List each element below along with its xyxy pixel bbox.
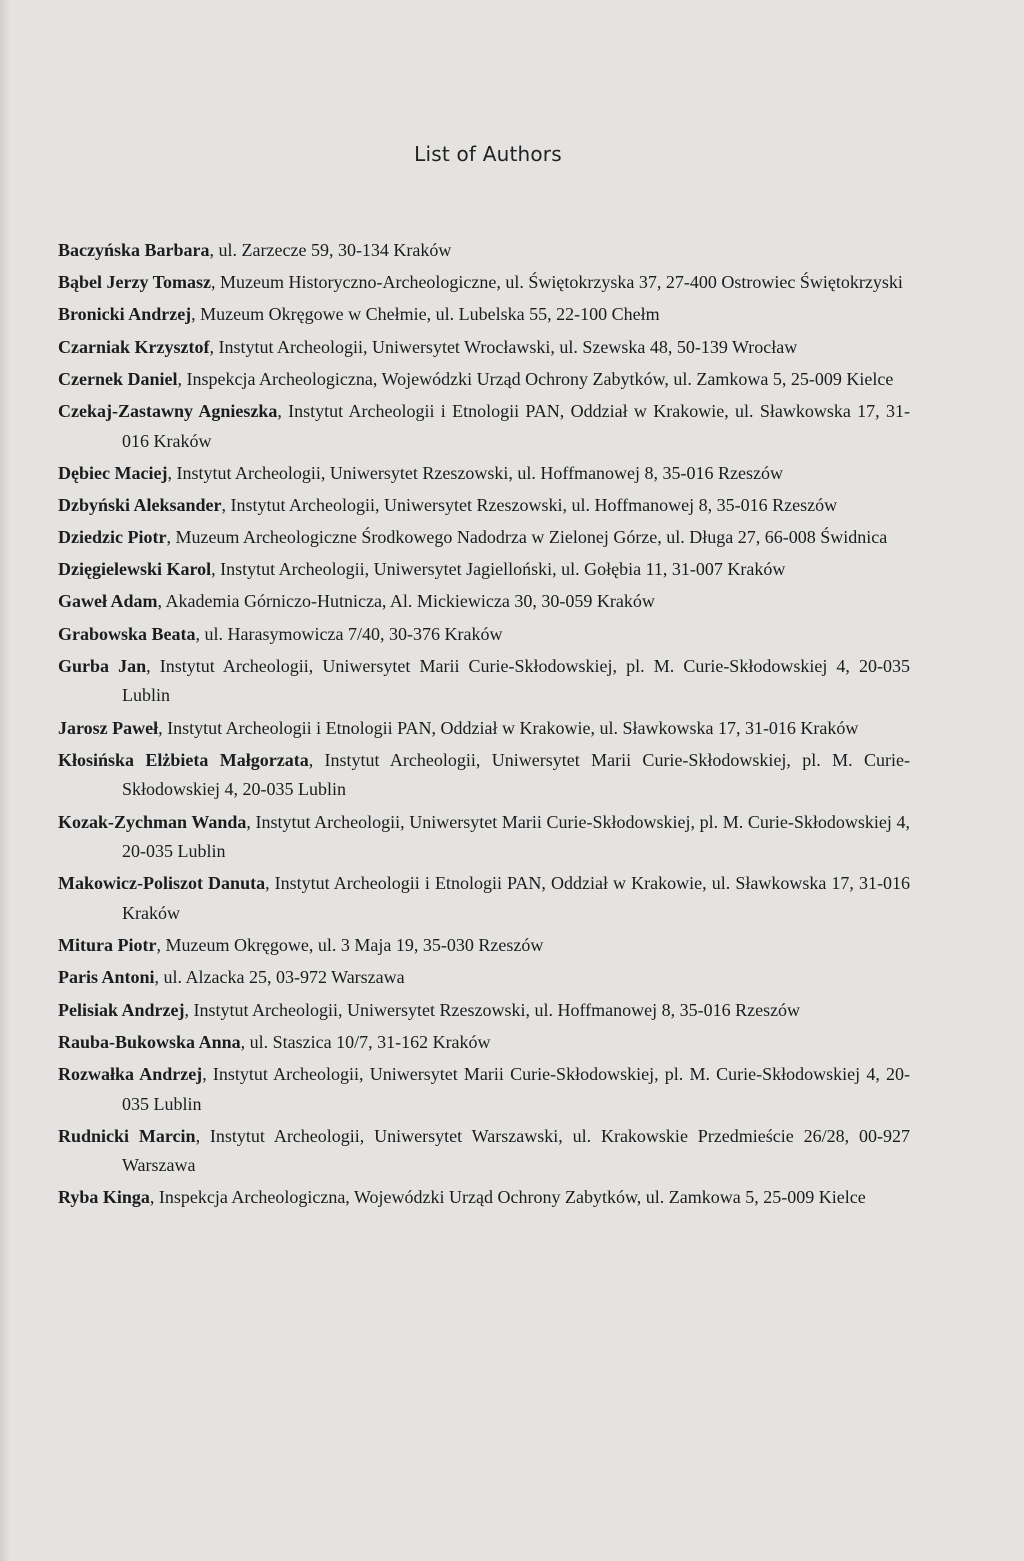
- author-name: Rauba-Bukowska Anna: [58, 1031, 241, 1052]
- author-entry: [58, 397, 910, 456]
- author-details: , ul. Harasymowicza 7/40, 30-376 Kraków: [195, 623, 503, 644]
- author-entry: [58, 620, 910, 650]
- author-entry: [58, 333, 910, 363]
- author-entry: [58, 555, 910, 585]
- author-details: , Instytut Archeologii i Etnologii PAN, Oddział w Krakowie, ul. Sławkowska 17, 31-016 Kraków: [158, 717, 859, 738]
- author-details: , ul. Alzacka 25, 03-972 Warszawa: [154, 967, 405, 988]
- author-entry: [58, 746, 910, 805]
- author-entry: [58, 1060, 910, 1119]
- author-entry: [58, 931, 910, 961]
- author-entry: [58, 869, 910, 928]
- author-name: Baczyńska Barbara: [58, 240, 210, 260]
- author-entry: [58, 523, 910, 553]
- author-name: Gaweł Adam: [58, 591, 158, 612]
- author-entry: [58, 808, 910, 867]
- author-details: , Instytut Archeologii i Etnologii PAN, Oddział w Krakowie, ul. Sławkowska 17, 31-016 Kraków: [122, 873, 910, 923]
- author-name: Jarosz Paweł: [58, 717, 159, 738]
- author-name: Rozwałka Andrzej: [58, 1063, 203, 1084]
- author-entry: [58, 1028, 910, 1058]
- author-details: , Instytut Archeologii, Uniwersytet Marii Curie-Skłodowskiej, pl. M. Curie-Skłodowskiej 4, 20-035 Lublin: [122, 811, 910, 862]
- author-details: , Instytut Archeologii, Uniwersytet Marii Curie-Skłodowskiej, pl. M. Curie-Skłodowskiej 4, 20-035 Lublin: [122, 1063, 910, 1114]
- author-entry: [58, 236, 910, 266]
- author-details: , Instytut Archeologii, Uniwersytet Rzeszowski, ul. Hoffmanowej 8, 35-016 Rzeszów: [221, 494, 838, 515]
- author-details: , Instytut Archeologii, Uniwersytet Rzeszowski, ul. Hoffmanowej 8, 35-016 Rzeszów: [184, 999, 801, 1020]
- author-name: Ryba Kinga: [58, 1187, 150, 1208]
- author-details: , Akademia Górniczo-Hutnicza, Al. Mickiewicza 30, 30-059 Kraków: [157, 591, 655, 612]
- author-name: Pelisiak Andrzej: [58, 999, 185, 1020]
- author-entry: [58, 491, 910, 521]
- author-name: Dzbyński Aleksander: [58, 494, 222, 515]
- author-entry: [58, 996, 910, 1026]
- author-entry: [58, 652, 910, 711]
- author-details: , Instytut Archeologii, Uniwersytet Marii Curie-Skłodowskiej, pl. M. Curie-Skłodowskiej 4, 20-035 Lublin: [122, 655, 910, 706]
- author-entry: [58, 268, 910, 298]
- author-list: [58, 236, 910, 1216]
- author-name: Makowicz-Poliszot Danuta: [58, 873, 266, 894]
- author-name: Kozak-Zychman Wanda: [58, 811, 247, 832]
- author-name: Dzięgielewski Karol: [58, 559, 212, 580]
- author-entry: [58, 1183, 910, 1213]
- author-entry: [58, 587, 910, 617]
- author-details: , Instytut Archeologii, Uniwersytet Marii Curie-Skłodowskiej, pl. M. Curie-Skłodowskiej 4, 20-035 Lublin: [122, 749, 910, 800]
- author-details: , Inspekcja Archeologiczna, Wojewódzki Urząd Ochrony Zabytków, ul. Zamkowa 5, 25-009 Kielce: [177, 368, 894, 389]
- author-details: , Muzeum Historyczno-Archeologiczne, ul. Świętokrzyska 37, 27-400 Ostrowiec Świętokrzyski: [211, 272, 903, 293]
- author-name: Czekaj-Zastawny Agnieszka: [58, 400, 278, 421]
- author-name: Dębiec Maciej: [58, 462, 168, 483]
- author-name: Bąbel Jerzy Tomasz: [58, 272, 211, 293]
- author-details: , Muzeum Okręgowe w Chełmie, ul. Lubelska 55, 22-100 Chełm: [191, 304, 660, 325]
- author-entry: [58, 459, 910, 489]
- author-details: , Instytut Archeologii i Etnologii PAN, Oddział w Krakowie, ul. Sławkowska 17, 31-016 Kraków: [122, 400, 910, 451]
- author-entry: [58, 963, 910, 993]
- author-name: Mitura Piotr: [58, 935, 157, 956]
- page-title: List of Authors: [414, 142, 562, 166]
- author-name: Czarniak Krzysztof: [58, 336, 210, 357]
- author-name: Kłosińska Elżbieta Małgorzata: [58, 749, 309, 770]
- author-details: , Inspekcja Archeologiczna, Wojewódzki Urząd Ochrony Zabytków, ul. Zamkowa 5, 25-009 Kielce: [149, 1187, 866, 1208]
- author-details: , ul. Zarzecze 59, 30-134 Kraków: [209, 240, 452, 260]
- author-name: Rudnicki Marcin: [58, 1125, 196, 1146]
- author-details: , Instytut Archeologii, Uniwersytet Wrocławski, ul. Szewska 48, 50-139 Wrocław: [209, 336, 798, 357]
- author-name: Paris Antoni: [58, 967, 155, 988]
- author-entry: [58, 300, 910, 330]
- author-details: , Instytut Archeologii, Uniwersytet Rzeszowski, ul. Hoffmanowej 8, 35-016 Rzeszów: [167, 462, 784, 483]
- author-entry: [58, 1122, 910, 1181]
- author-name: Gurba Jan: [58, 655, 147, 676]
- author-entry: [58, 365, 910, 395]
- author-details: , Muzeum Okręgowe, ul. 3 Maja 19, 35-030 Rzeszów: [156, 935, 544, 956]
- page-edge-shadow: [0, 0, 10, 1561]
- author-entry: [58, 714, 910, 744]
- author-name: Bronicki Andrzej: [58, 304, 192, 325]
- author-details: , Instytut Archeologii, Uniwersytet Warszawski, ul. Krakowskie Przedmieście 26/28, 00-927 Warszawa: [122, 1125, 910, 1176]
- author-details: , ul. Staszica 10/7, 31-162 Kraków: [240, 1031, 491, 1052]
- author-name: Grabowska Beata: [58, 623, 196, 644]
- author-name: Czernek Daniel: [58, 368, 178, 389]
- author-name: Dziedzic Piotr: [58, 527, 167, 548]
- author-details: , Instytut Archeologii, Uniwersytet Jagielloński, ul. Gołębia 11, 31-007 Kraków: [211, 559, 786, 580]
- author-details: , Muzeum Archeologiczne Środkowego Nadodrza w Zielonej Górze, ul. Długa 27, 66-008 Świdnica: [166, 527, 888, 548]
